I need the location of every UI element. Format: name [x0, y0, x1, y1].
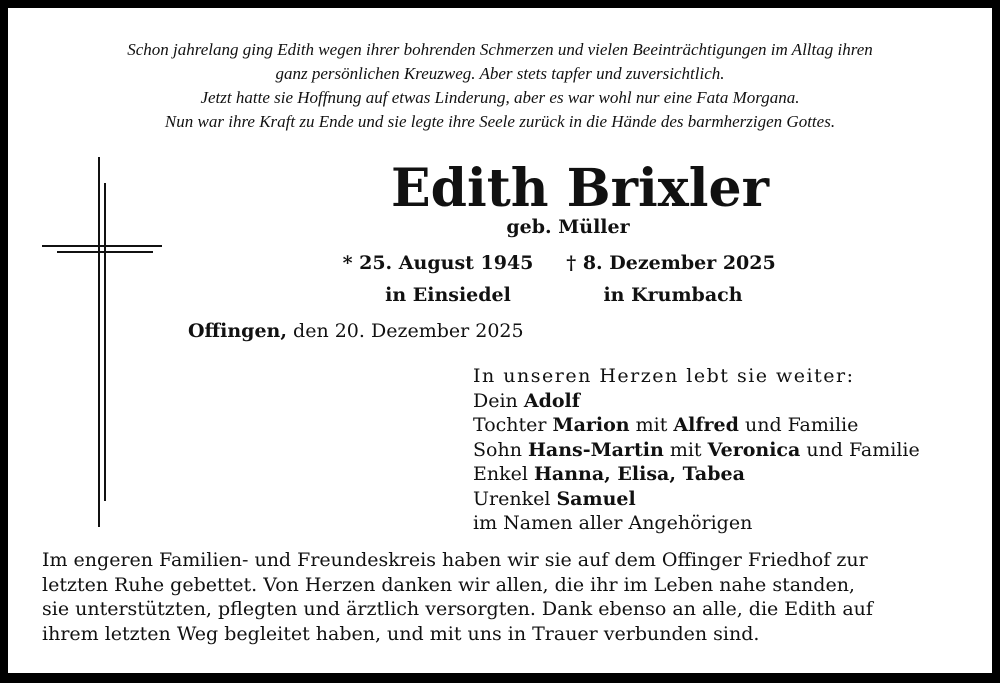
closing-line: letzten Ruhe gebettet. Von Herzen danken wir allen, die ihr im Leben nahe standen,	[42, 573, 855, 596]
death-date: † 8. Dezember 2025	[566, 252, 776, 274]
family-heading: In unseren Herzen lebt sie weiter:	[473, 365, 855, 387]
place-date	[188, 320, 524, 342]
family-line: Urenkel Samuel	[473, 487, 636, 510]
birth-place: in Einsiedel	[385, 284, 511, 306]
intro-line: Schon jahrelang ging Edith wegen ihrer bohrenden Schmerzen und vielen Beeinträchtigungen im Alltag ihren	[127, 40, 873, 59]
closing-text	[42, 548, 873, 646]
family-line: Enkel Hanna, Elisa, Tabea	[473, 463, 745, 485]
family-line: Sohn Hans-Martin mit Veronica und Familie	[473, 438, 920, 461]
deceased-name: Edith Brixler	[390, 158, 769, 219]
family-line: im Namen aller Angehörigen	[473, 512, 753, 534]
closing-line: ihrem letzten Weg begleitet haben, und mit uns in Trauer verbunden sind.	[42, 622, 760, 645]
birth-date: * 25. August 1945	[342, 252, 534, 274]
closing-line: sie unterstützten, pflegten und ärztlich versorgten. Dank ebenso an alle, die Edith auf	[42, 598, 873, 620]
intro-line: ganz persönlichen Kreuzweg. Aber stets tapfer und zuversichtlich.	[275, 64, 725, 83]
intro-line: Nun war ihre Kraft zu Ende und sie legte ihre Seele zurück in die Hände des barmherzigen Gottes.	[164, 112, 836, 131]
maiden-name: geb. Müller	[506, 216, 630, 238]
place: Offingen,	[188, 320, 287, 342]
family-line: Dein Adolf	[473, 389, 580, 412]
death-place: in Krumbach	[603, 284, 743, 306]
family-line: Tochter Marion mit Alfred und Familie	[473, 414, 859, 436]
date: den 20. Dezember 2025	[293, 320, 524, 342]
obituary-notice	[8, 8, 992, 673]
intro-poem	[8, 38, 992, 134]
family-list	[473, 364, 920, 536]
intro-line: Jetzt hatte sie Hoffnung auf etwas Linderung, aber es war wohl nur eine Fata Morgana.	[200, 88, 800, 107]
closing-line: Im engeren Familien- und Freundeskreis haben wir sie auf dem Offinger Friedhof zur	[42, 549, 868, 571]
